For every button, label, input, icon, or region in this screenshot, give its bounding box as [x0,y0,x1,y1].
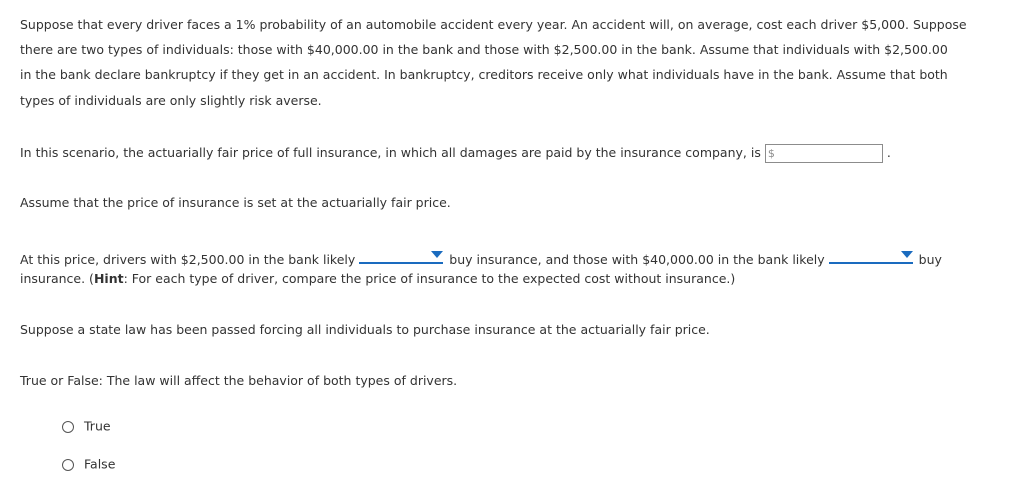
intro-line: types of individuals are only slightly risk averse. [20,93,322,108]
radio-option-true[interactable] [62,418,111,434]
true-false-question: True or False: The law will affect the behavior of both types of drivers. [20,373,458,388]
assumption-text: Assume that the price of insurance is set at the actuarially fair price. [20,195,451,210]
question-fair-price [20,144,891,163]
question-line2-rest: : For each type of driver, compare the price of insurance to the expected cost without insurance.) [123,271,736,286]
dropdown-arrow-icon [901,251,913,258]
question-fair-price-period: . [886,145,891,160]
radio-button-false[interactable] [62,459,74,471]
radio-button-true[interactable] [62,421,74,433]
radio-option-false[interactable] [62,456,115,472]
radio-label-false: False [84,456,116,472]
poor-driver-dropdown[interactable] [359,246,443,264]
question-line2-start: insurance. ( [20,271,94,286]
intro-line: in the bank declare bankruptcy if they get in an accident. In bankruptcy, creditors receive only what individuals have in the bank. Assume that both [20,67,948,82]
question-likely-buy-line1 [20,246,942,268]
question-likely-buy-line2 [20,271,735,287]
hint-label: Hint [93,271,124,286]
question-part1: At this price, drivers with $2,500.00 in the bank likely [20,252,356,267]
fair-price-input[interactable] [778,145,882,162]
radio-label-true: True [84,418,111,434]
intro-line: Suppose that every driver faces a 1% probability of an automobile accident every year. An accident will, on average, cost each driver $5,000. Suppose [20,17,967,32]
question-part2: buy insurance, and those with $40,000.00 in the bank likely [449,252,825,267]
dropdown-arrow-icon [431,251,443,258]
question-part3: buy [918,252,942,267]
rich-driver-dropdown[interactable] [829,246,913,264]
law-text: Suppose a state law has been passed forcing all individuals to purchase insurance at the actuarially fair price. [20,322,710,337]
fair-price-input-box[interactable] [765,144,883,163]
dollar-prefix: $ [767,147,775,160]
question-fair-price-text: In this scenario, the actuarially fair price of full insurance, in which all damages are paid by the insurance company, is [20,145,761,160]
intro-line: there are two types of individuals: those with $40,000.00 in the bank and those with $2,500.00 in the bank. Assume that individuals with $2,500.00 [20,42,948,57]
